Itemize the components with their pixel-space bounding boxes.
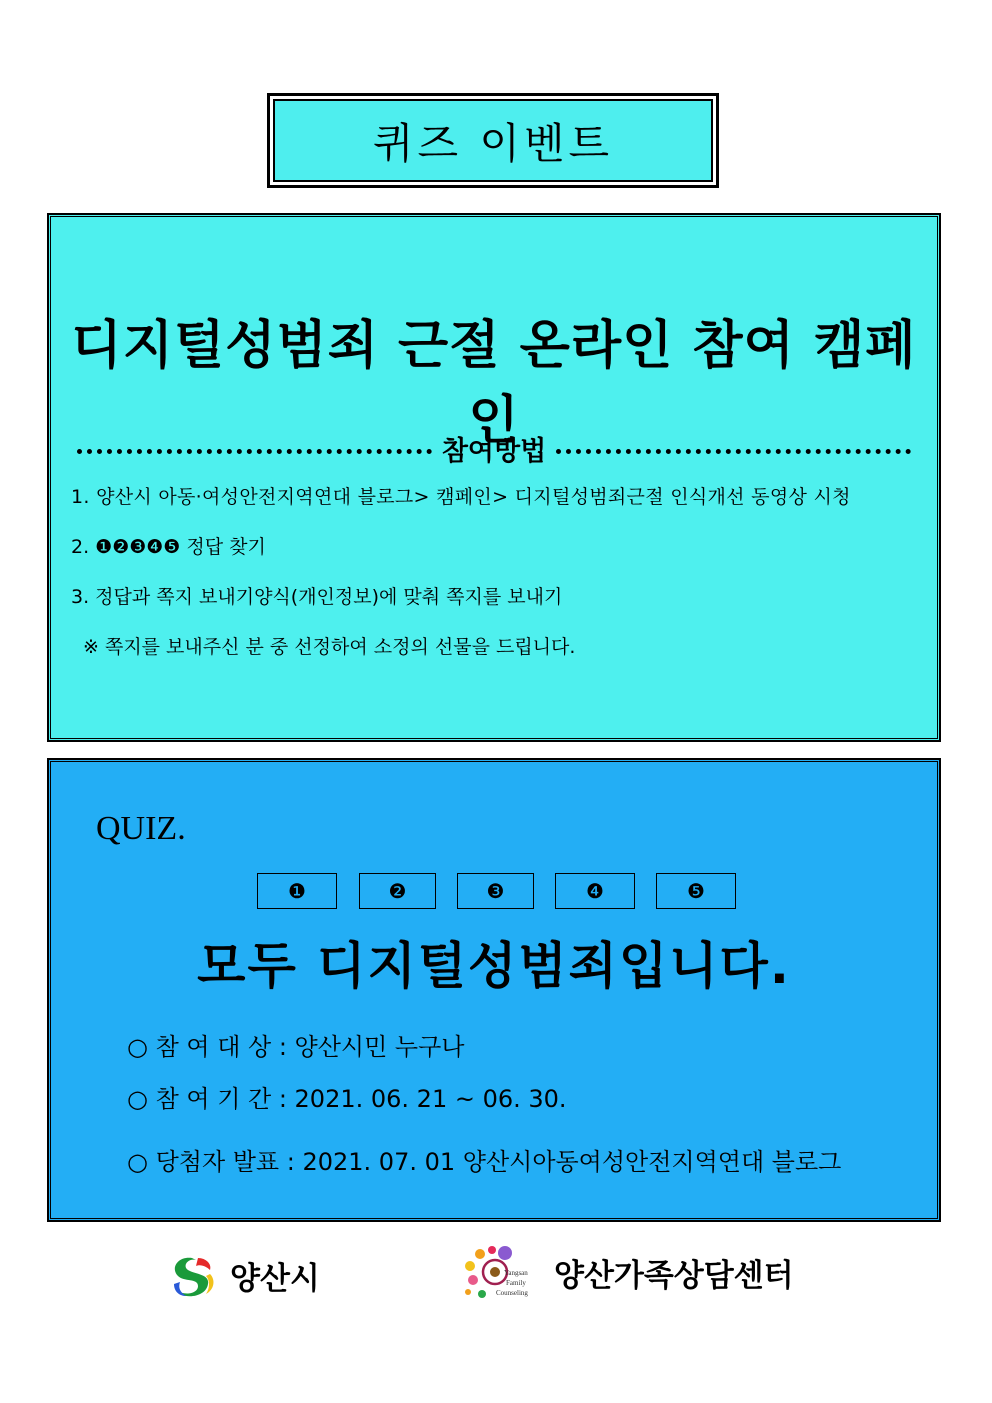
quiz-label: QUIZ. (96, 810, 186, 847)
step-2: 2. ❶❷❸❹❺ 정답 찾기 (71, 536, 266, 558)
step-3: 3. 정답과 쪽지 보내기양식(개인정보)에 맞춰 쪽지를 보내기 (71, 586, 563, 608)
logo-text-line-1: Yangsan (504, 1269, 528, 1277)
city-name: 양산시 (230, 1261, 320, 1297)
info-announcement: ○ 당첨자 발표 : 2021. 07. 01 양산시아동여성안전지역연대 블로그 (127, 1148, 842, 1176)
method-title: 참여방법 (441, 436, 547, 467)
answer-box-4: ❹ (555, 873, 635, 909)
center-name: 양산가족상담센터 (554, 1257, 794, 1294)
answer-box-2: ❷ (359, 873, 436, 909)
yangsan-city-logo-icon (168, 1254, 218, 1298)
quiz-panel (48, 759, 940, 1221)
dotted-divider-right (556, 449, 911, 454)
info-period: ○ 참 여 기 간 : 2021. 06. 21 ~ 06. 30. (127, 1085, 567, 1113)
logo-text-line-2: Family (506, 1279, 526, 1287)
prize-note: ※ 쪽지를 보내주신 분 중 선정하여 소정의 선물을 드립니다. (83, 636, 576, 658)
family-center-brand (462, 1244, 794, 1300)
dotted-divider-left (77, 449, 432, 454)
family-counseling-logo-icon (462, 1244, 532, 1300)
campaign-title: 디지털성범죄 근절 온라인 참여 캠페인 (71, 316, 917, 451)
event-title: 퀴즈 이벤트 (273, 99, 713, 182)
logo-text-line-3: Counseling (496, 1289, 528, 1297)
info-target: ○ 참 여 대 상 : 양산시민 누구나 (127, 1033, 465, 1061)
step-1: 1. 양산시 아동·여성안전지역연대 블로그> 캠페인> 디지털성범죄근절 인식개선 동영상 시청 (71, 486, 851, 508)
answer-box-3: ❸ (457, 873, 534, 909)
event-title-box (267, 93, 719, 188)
yangsan-city-brand (168, 1253, 320, 1298)
answer-sentence: 모두 디지털성범죄입니다. (197, 937, 791, 995)
answer-box-5: ❺ (656, 873, 736, 909)
method-header (77, 429, 911, 468)
answer-box-1: ❶ (257, 873, 337, 909)
campaign-panel (48, 214, 940, 741)
